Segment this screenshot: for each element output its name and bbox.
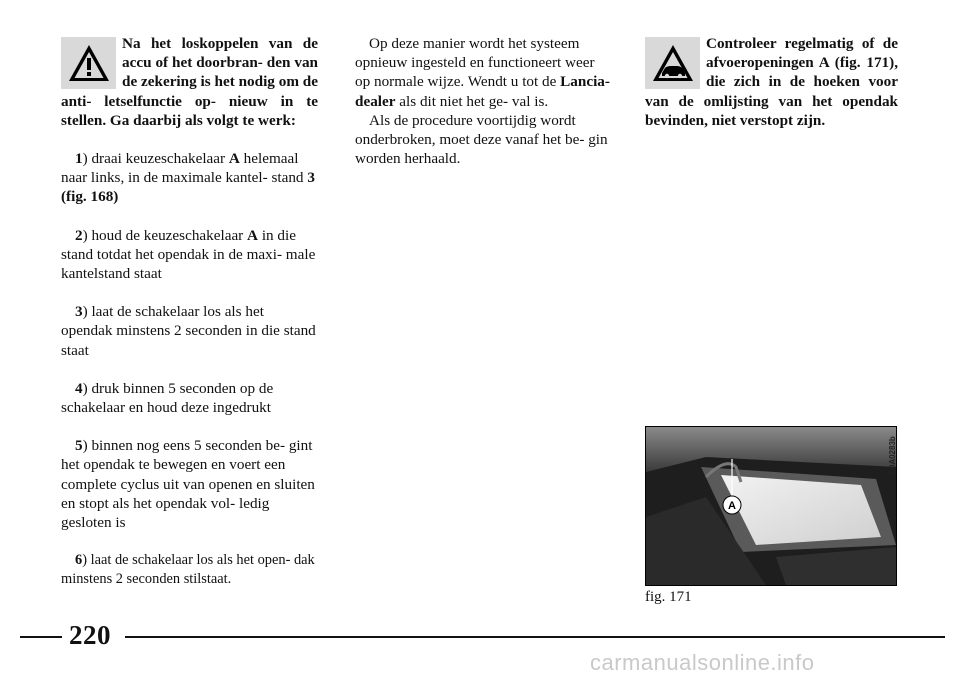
warning-intro-text: Na het loskoppelen van de accu of het doorbran- den van de zekering is het nodig om de anti- letselfunctie op- nieuw in te stellen. Ga daarbij als volgt te werk:: [61, 35, 318, 129]
right-column: [645, 34, 898, 130]
figure-code: L0A0283b: [888, 436, 897, 474]
step-5: 5) binnen nog eens 5 seconden be- gint het opendak te bewegen en voert een complete cyclus uit van openen en sluiten en stopt als het opendak vol- ledig gesloten is: [61, 437, 315, 532]
footer-rule-left: [20, 636, 62, 638]
page-number: 220: [69, 620, 111, 650]
left-column: [61, 34, 318, 590]
right-intro-text: Controleer regelmatig of de afvoeropeningen A (fig. 171), die zich in de hoeken voor van de omlijsting van het opendak bevinden, niet verstopt zijn.: [645, 35, 898, 129]
footer-rule-right: [125, 636, 945, 638]
step-1: 1) draai keuzeschakelaar A helemaal naar links, in de maximale kantel- stand 3 (fig. 168): [61, 150, 315, 206]
step-3: 3) laat de schakelaar los als het opendak minstens 2 seconden in die stand staat: [61, 303, 316, 359]
step-2: 2) houd de keuzeschakelaar A in die stand totdat het opendak in de maxi- male kantelstand staat: [61, 226, 316, 283]
watermark: carmanualsonline.info: [590, 650, 815, 675]
figure-callout-a: A: [728, 500, 736, 512]
car-warning-triangle-icon: [645, 37, 700, 89]
sunroof-photo: [646, 427, 896, 585]
warning-triangle-icon: [61, 37, 116, 89]
figure-caption: fig. 171: [645, 589, 692, 605]
middle-paragraph-1: Op deze manier wordt het systeem opnieuw ingesteld en functioneert weer op normale wijze. Wendt u tot de Lancia- dealer als dit niet het ge- val is.: [355, 35, 610, 110]
step-4: 4) druk binnen 5 seconden op de schakelaar en houd deze ingedrukt: [61, 379, 274, 417]
step-6: 6) laat de schakelaar los als het open- dak minstens 2 seconden stilstaat.: [61, 552, 315, 588]
middle-paragraph-2: Als de procedure voortijdig wordt onderbroken, moet deze vanaf het be- gin worden herhaald.: [355, 111, 608, 168]
sunroof-drain-figure: [645, 426, 897, 586]
middle-column: [355, 34, 610, 168]
